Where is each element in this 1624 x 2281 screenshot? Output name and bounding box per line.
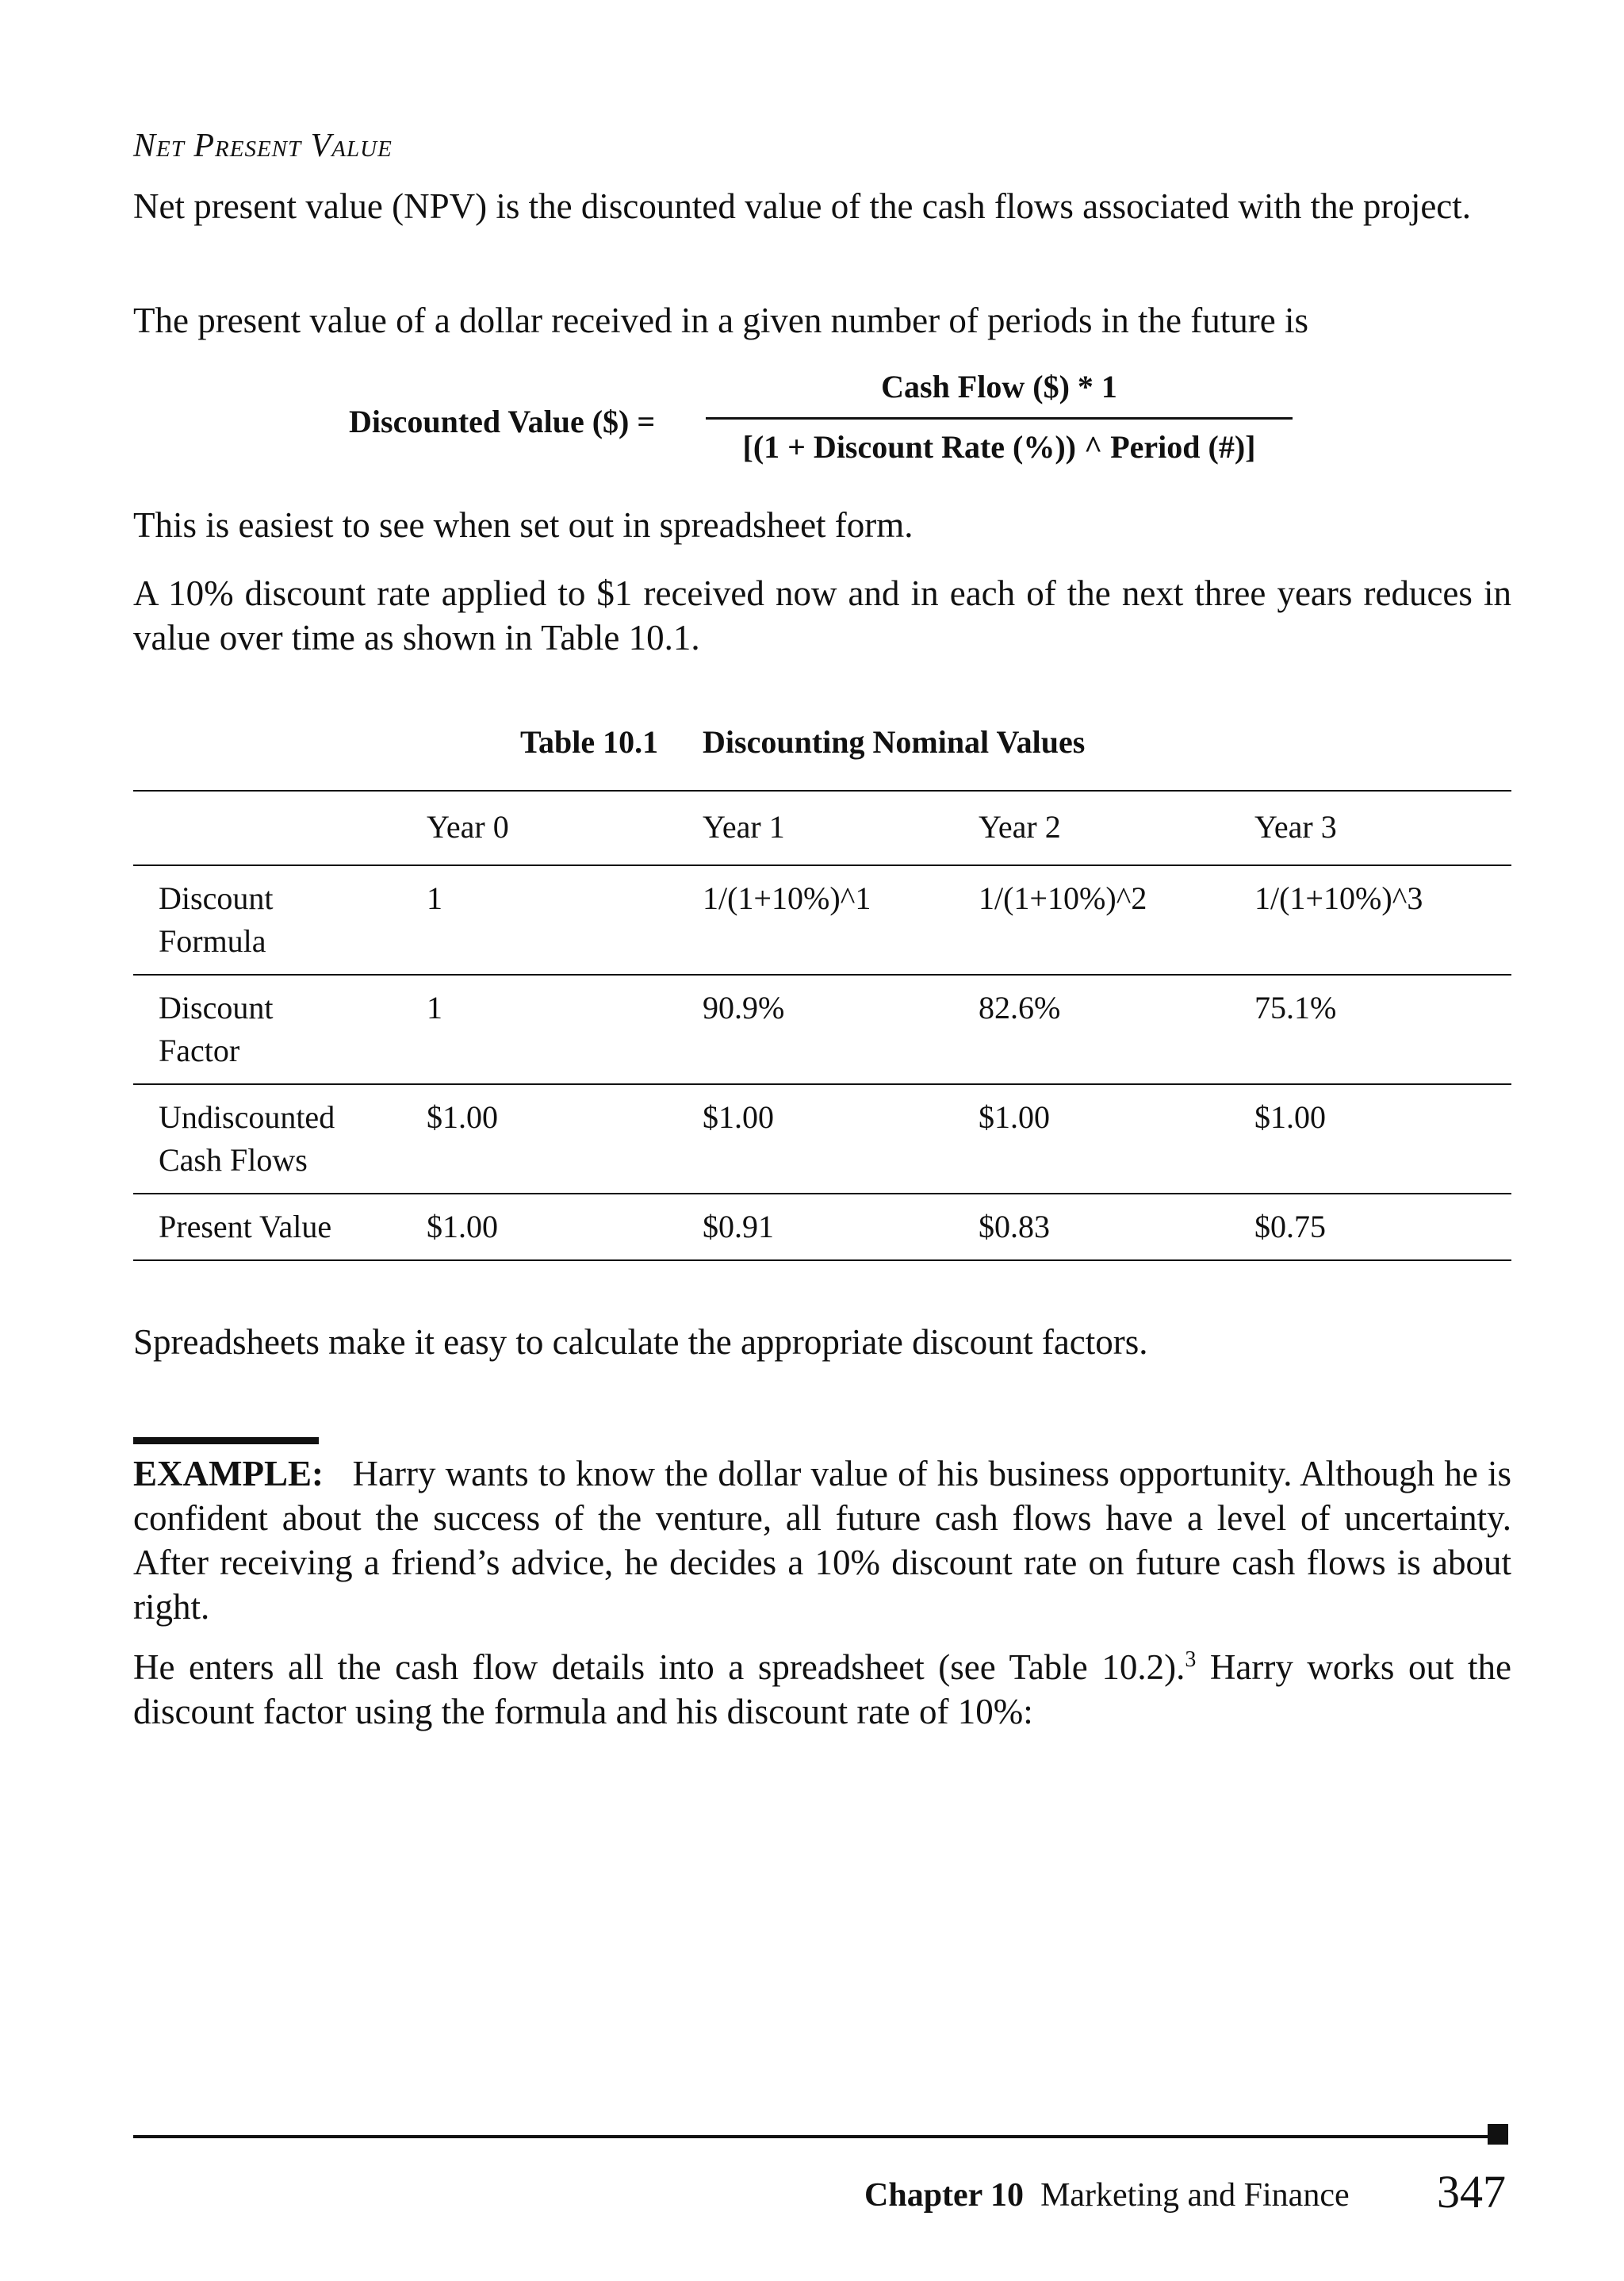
- table-row-label: [133, 975, 427, 1084]
- section-heading: Net Present Value: [133, 128, 393, 164]
- formula-fraction-bar: [706, 417, 1293, 420]
- paragraph-spreadsheets: Spreadsheets make it easy to calculate the appropriate discount factors.: [133, 1322, 1148, 1362]
- paragraph-npv-definition: Net present value (NPV) is the discounted value of the cash flows associated with the project.: [133, 186, 1472, 226]
- row-label-line: Formula: [159, 923, 266, 959]
- footer-rule: [133, 2135, 1491, 2138]
- table-cell: 90.9%: [703, 990, 785, 1025]
- row-label-line: Undiscounted: [159, 1099, 335, 1135]
- row-label-line: Cash Flows: [159, 1142, 308, 1178]
- example-followup-after: Harry works out the discount factor using the formula and his discount rate of 10%:: [133, 1647, 1511, 1731]
- formula-denominator: [(1 + Discount Rate (%)) ^ Period (#)]: [742, 429, 1256, 465]
- example-rule: [133, 1437, 319, 1444]
- paragraph-spreadsheet-form: This is easiest to see when set out in spreadsheet form.: [133, 505, 914, 545]
- table-row-label: [133, 1084, 427, 1194]
- footer-chapter-line: [864, 2176, 1350, 2214]
- footer-title: Marketing and Finance: [1040, 2177, 1350, 2214]
- table-cell: 1/(1+10%)^3: [1254, 880, 1423, 916]
- table-cell: $0.75: [1254, 1209, 1326, 1244]
- footer-chapter: Chapter 10: [864, 2177, 1025, 2214]
- table-header-cell: Year 3: [1254, 809, 1337, 845]
- row-label-line: Discount: [159, 990, 274, 1025]
- row-label-line: Discount: [159, 880, 274, 916]
- table-cell: 82.6%: [979, 990, 1061, 1025]
- paragraph-discount-example: A 10% discount rate applied to $1 received now and in each of the next three years reduces in value over time as shown in Table 10.1.: [133, 573, 1511, 657]
- table-header-cell: [133, 791, 427, 865]
- table-cell: $1.00: [427, 1099, 498, 1135]
- table-cell: 1: [427, 880, 442, 916]
- table-cell: $0.83: [979, 1209, 1050, 1244]
- footer-square-marker: [1488, 2124, 1508, 2145]
- paragraph-present-value-intro: The present value of a dollar received in a given number of periods in the future is: [133, 301, 1308, 340]
- table-cell: $1.00: [427, 1209, 498, 1244]
- table-row: [133, 1194, 1511, 1260]
- table-header-cell: Year 1: [703, 809, 785, 845]
- table-header-cell: Year 0: [427, 809, 509, 845]
- table-row-label: Present Value: [159, 1209, 332, 1244]
- table-cell: $1.00: [979, 1099, 1050, 1135]
- example-label: EXAMPLE:: [133, 1454, 324, 1493]
- table-cell: 1/(1+10%)^2: [979, 880, 1147, 916]
- footnote-mark: 3: [1185, 1647, 1197, 1672]
- table-cell: 1: [427, 990, 442, 1025]
- table-cell: $0.91: [703, 1209, 774, 1244]
- table-row: [133, 865, 1511, 975]
- row-label-line: Factor: [159, 1033, 240, 1068]
- formula-numerator: Cash Flow ($) * 1: [881, 369, 1117, 404]
- example-paragraph: [133, 1451, 1511, 1629]
- table-cell: 75.1%: [1254, 990, 1337, 1025]
- formula-label: Discounted Value ($) =: [349, 404, 656, 439]
- table-caption-title: Discounting Nominal Values: [703, 724, 1086, 760]
- table-cell: 1/(1+10%)^1: [703, 880, 871, 916]
- table-row: [133, 1084, 1511, 1194]
- table-row: [133, 975, 1511, 1084]
- example-followup-before: He enters all the cash flow details into a spreadsheet (see Table 10.2).: [133, 1647, 1185, 1687]
- discount-table: [133, 790, 1511, 1261]
- example-followup-paragraph: [133, 1645, 1511, 1734]
- page-number: 347: [1437, 2166, 1506, 2218]
- table-header-row: [133, 791, 1511, 865]
- table-cell: $1.00: [1254, 1099, 1326, 1135]
- table-header-cell: Year 2: [979, 809, 1061, 845]
- table-cell: $1.00: [703, 1099, 774, 1135]
- example-text: Harry wants to know the dollar value of his business opportunity. Although he is confident about the success of the venture, all future cash flows have a level of uncertainty. After receiving a friend’s advice, he decides a 10% discount rate on future cash flows is about right.: [133, 1454, 1512, 1627]
- table-row-label: [133, 865, 427, 975]
- table-caption-number: Table 10.1: [520, 724, 659, 760]
